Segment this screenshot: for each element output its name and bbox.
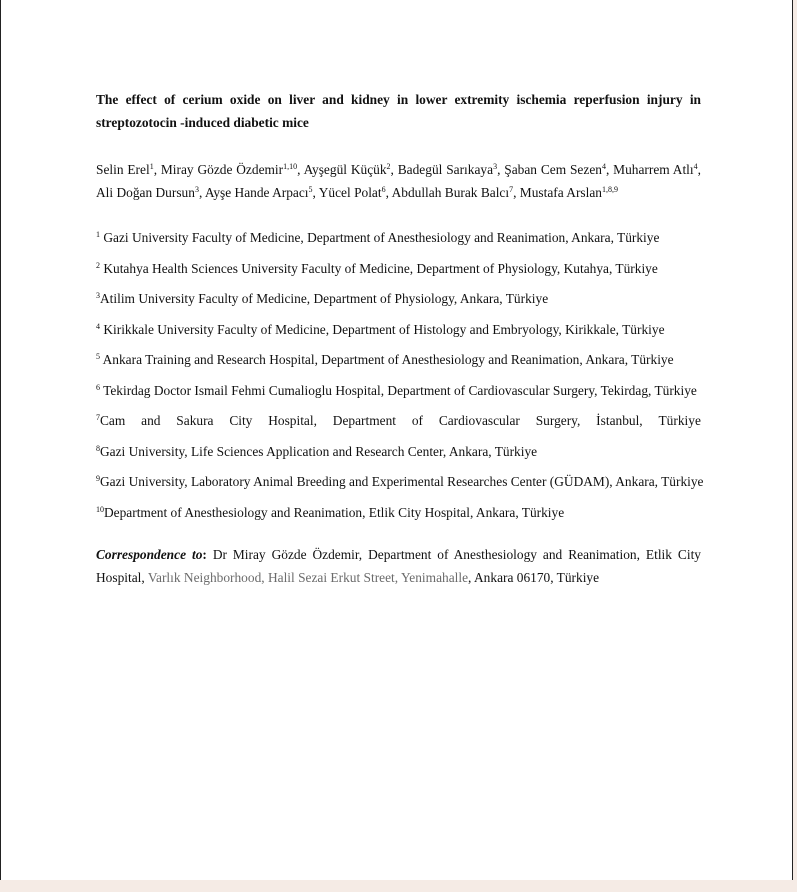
affiliation-word: İstanbul,: [596, 413, 643, 428]
author-name: Selin Erel: [96, 162, 150, 177]
paper-title: The effect of cerium oxide on liver and kidney in lower extremity ischemia reperfusion injury in streptozotocin -induced diabetic mice: [96, 92, 701, 130]
author-separator: ,: [513, 185, 520, 200]
author-separator: ,: [297, 162, 304, 177]
affiliation-text: Gazi University Faculty of Medicine, Department of Anesthesiology and Reanimation, Ankara, Türkiye: [100, 230, 660, 245]
author-affiliation-sup: 5: [308, 185, 313, 194]
author-name: Badegül Sarıkaya: [397, 162, 494, 177]
author-name: Muharrem Atlı: [613, 162, 694, 177]
page-content: [96, 88, 704, 589]
affiliation-number: 6: [96, 382, 100, 392]
author-separator: ,: [385, 185, 392, 200]
affiliation-word: and: [141, 413, 161, 428]
affiliation-word: Hospital,: [268, 413, 317, 428]
affiliation-number: 2: [96, 260, 100, 270]
author-name: Mustafa Arslan: [519, 185, 602, 200]
affiliation-text: Tekirdag Doctor Ismail Fehmi Cumalioglu Hospital, Department of Cardiovascular Surgery, Tekirdag, Türkiye: [100, 382, 697, 398]
affiliation-word: of: [411, 413, 423, 428]
affiliation-item: [96, 474, 704, 505]
author-affiliation-sup: 1,8,9: [601, 185, 618, 194]
affiliation-number: 8: [96, 443, 100, 453]
affiliation-text: Gazi University, Laboratory Animal Breeding and Experimental Researches Center (GÜDAM), Ankara, Türkiye: [100, 474, 704, 489]
affiliation-item: [96, 413, 701, 444]
correspondence: [96, 543, 701, 589]
author-affiliation-sup: 3: [493, 162, 498, 171]
author-separator: ,: [605, 162, 614, 177]
affiliation-item: [96, 322, 701, 353]
author-separator: ,: [312, 185, 319, 200]
author-name: Şaban Cem Sezen: [504, 162, 602, 177]
affiliation-item: [96, 383, 701, 414]
correspondence-address: Varlık Neighborhood, Halil Sezai Erkut Street, Yenimahalle: [147, 570, 469, 585]
author-affiliation-sup: 1: [149, 162, 154, 171]
affiliation-word: $^7$Cam: [96, 413, 126, 428]
affiliation-text: Atilim University Faculty of Medicine, Department of Physiology, Ankara, Türkiye: [100, 291, 549, 306]
affiliation-text: Gazi University, Life Sciences Application and Research Center, Ankara, Türkiye: [100, 443, 538, 459]
affiliation-number: 7: [96, 413, 100, 422]
affiliation-item: [96, 444, 701, 475]
author-name: Ayşegül Küçük: [303, 162, 387, 177]
author-separator: ,: [497, 162, 505, 177]
author-separator: ,: [390, 162, 398, 177]
author-list: [96, 158, 701, 204]
author-affiliation-sup: 2: [386, 162, 391, 171]
author-name: Ayşe Hande Arpacı: [204, 185, 309, 200]
affiliation-number: 4: [96, 321, 100, 331]
affiliation-item: [96, 230, 701, 261]
correspondence-colon: :: [202, 547, 207, 562]
author-separator: ,: [198, 185, 205, 200]
affiliation-list: [96, 230, 704, 535]
author-separator: ,: [153, 162, 161, 177]
author-affiliation-sup: 1,10: [283, 162, 298, 171]
affiliation-number: 3: [96, 291, 100, 300]
author-separator: ,: [697, 162, 701, 177]
affiliation-number: 9: [96, 474, 100, 483]
affiliation-text: Ankara Training and Research Hospital, Department of Anesthesiology and Reanimation, Ankara, Türkiye: [100, 352, 674, 367]
affiliation-number: 10: [96, 504, 104, 514]
author-name: Abdullah Burak Balcı: [391, 185, 510, 200]
correspondence-address-end: , Ankara 06170, Türkiye: [468, 570, 600, 585]
author-affiliation-sup: 4: [693, 162, 698, 171]
correspondence-label: Correspondence to: [96, 547, 203, 562]
affiliation-word: Cardiovascular: [438, 413, 520, 428]
affiliation-word: Türkiye: [658, 413, 701, 428]
correspondence-text: Dr Miray Gözde Özdemir, Department of Anesthesiology and Reanimation, Etlik City Hospital,: [96, 547, 701, 585]
affiliation-item: [96, 261, 701, 292]
author-affiliation-sup: 4: [601, 162, 606, 171]
affiliation-item: [96, 291, 701, 322]
affiliation-word: City: [229, 413, 253, 428]
author-affiliation-sup: 3: [194, 185, 199, 194]
author-name: Ali Doğan Dursun: [96, 185, 195, 200]
affiliation-text: Kutahya Health Sciences University Faculty of Medicine, Department of Physiology, Kutahya, Türkiye: [100, 260, 658, 276]
affiliation-text: Department of Anesthesiology and Reanimation, Etlik City Hospital, Ankara, Türkiye: [104, 504, 565, 520]
affiliation-word: Surgery,: [535, 413, 581, 428]
author-name: Miray Gözde Özdemir: [160, 162, 284, 177]
affiliation-text: Kirikkale University Faculty of Medicine, Department of Histology and Embryology, Kirikkale, Türkiye: [100, 321, 665, 337]
affiliation-number: 5: [96, 352, 100, 361]
affiliation-item: [96, 505, 701, 536]
affiliation-item: [96, 352, 701, 383]
affiliation-word: Department: [332, 413, 396, 428]
affiliation-number: 1: [96, 230, 100, 239]
author-affiliation-sup: 6: [381, 185, 386, 194]
affiliation-word: Sakura: [176, 413, 214, 428]
author-name: Yücel Polat: [318, 185, 382, 200]
author-affiliation-sup: 7: [509, 185, 514, 194]
